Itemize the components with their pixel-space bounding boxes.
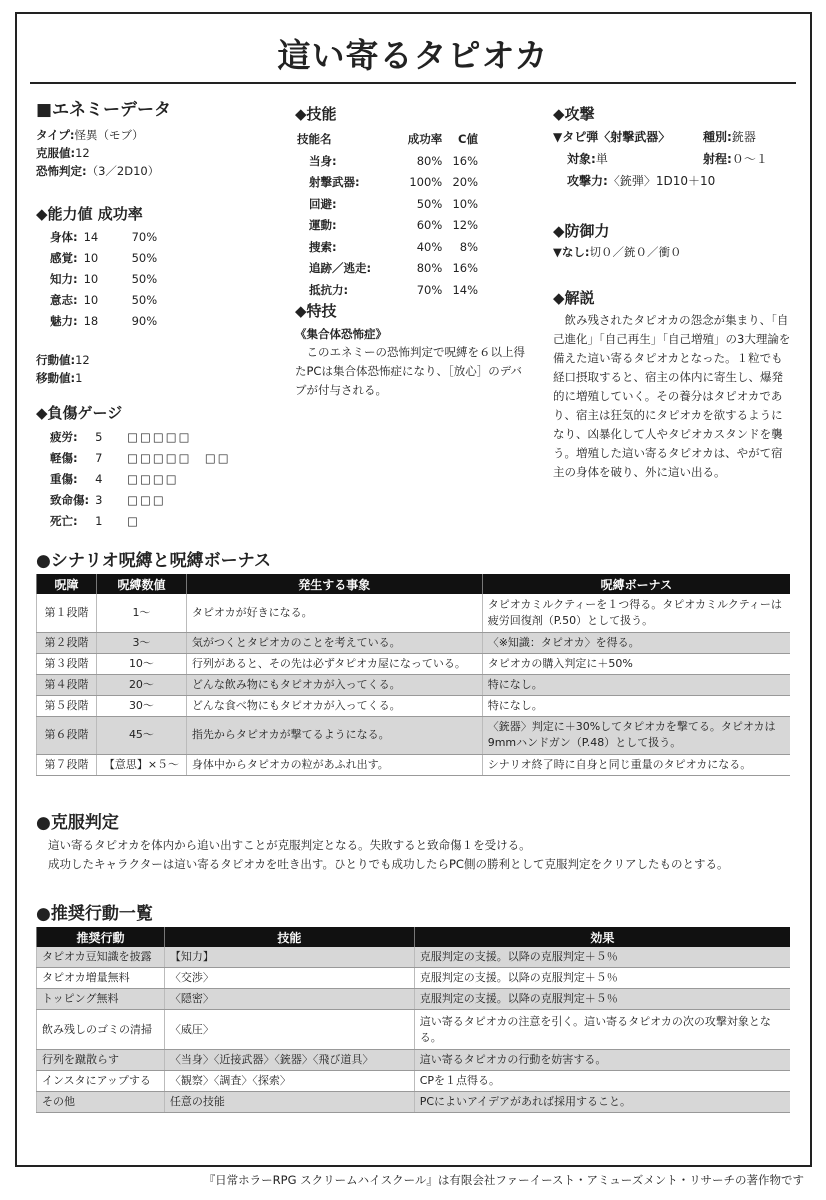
action-row: その他 任意の技能 PCによいアイデアがあれば採用すること。 <box>37 1092 791 1113</box>
damage-row: 致命傷: 3 □□□ <box>50 493 166 507</box>
curse-row: 第２段階 3～ 気がつくとタピオカのことを考えている。 〈※知識：タピオカ〉を得る。 <box>37 632 791 653</box>
title-divider <box>30 82 796 84</box>
curse-row: 第７段階 【意思】×５～ 身体中からタピオカの粒があふれ出す。 シナリオ終了時に自身と同じ重量のタピオカになる。 <box>37 754 791 775</box>
type-label: タイプ: <box>36 128 75 142</box>
actions-header-row: 推奨行動 技能 効果 <box>37 927 791 947</box>
damage-row: 死亡: 1 □ <box>50 514 140 528</box>
attack-block <box>553 103 793 198</box>
enemy-heading: ■エネミーデータ <box>36 100 172 120</box>
ability-row: 知力: 10 50% <box>50 272 158 286</box>
ability-row: 魅力: 18 90% <box>50 314 158 328</box>
copyright-footer: 『日常ホラーRPG スクリームハイスクール』は有限会社ファーイースト・アミューズメント・リサーチの著作物です <box>203 1173 804 1187</box>
damage-row: 重傷: 4 □□□□ <box>50 472 179 486</box>
action-label: 行動値: <box>36 353 76 367</box>
curse-row: 第３段階 10～ 行列があると、その先は必ずタピオカ屋になっている。 タピオカの購入判定に＋50% <box>37 653 791 674</box>
skills-heading: ◆技能 <box>295 105 337 123</box>
curse-table <box>36 574 790 776</box>
enemy-data-block <box>36 95 276 180</box>
kind-value: 銃器 <box>731 130 756 144</box>
fear-value: （3／2D10） <box>86 164 160 178</box>
target-value: 単 <box>595 152 608 166</box>
action-row: タピオカ豆知識を披露 【知力】 克服判定の支援。以降の克服判定＋５％ <box>37 947 791 968</box>
explain-block <box>553 287 793 482</box>
overcome-value: 12 <box>75 146 90 160</box>
ability-row: 感覚: 10 50% <box>50 251 158 265</box>
special-heading: ◆特技 <box>295 302 337 320</box>
skill-row: 捜索: 40% 8% <box>309 239 478 254</box>
skill-row: 抵抗力: 70% 14% <box>309 282 478 297</box>
defense-value: 切０／銃０／衝０ <box>589 245 682 259</box>
curse-row: 第１段階 1～ タピオカが好きになる。 タピオカミルクティーを１つ得る。タピオカミルクティーは疲労回復剤（P.50）として扱う。 <box>37 594 791 632</box>
damage-heading: ◆負傷ゲージ <box>36 404 123 422</box>
curse-heading: ●シナリオ呪縛と呪縛ボーナス <box>36 551 271 571</box>
ability-row: 意志: 10 50% <box>50 293 158 307</box>
range-value: ０～１ <box>731 152 768 166</box>
curse-row: 第４段階 20～ どんな飲み物にもタピオカが入ってくる。 特になし。 <box>37 674 791 695</box>
skill-row: 追跡／逃走: 80% 16% <box>309 261 478 275</box>
overcome-line2: 成功したキャラクターは這い寄るタピオカを吐き出す。ひとりでも成功したらPC側の勝利として克服判定をクリアしたものとする。 <box>48 857 729 871</box>
power-label: 攻撃力: <box>567 174 608 188</box>
action-row: インスタにアップする 〈観察〉〈調査〉〈探索〉 CPを１点得る。 <box>37 1071 791 1092</box>
explain-heading: ◆解説 <box>553 289 595 307</box>
move-value: 1 <box>75 371 83 385</box>
curse-row: 第６段階 45～ 指先からタピオカが撃てるようになる。 〈銃器〉判定に＋30%してタピオカを撃てる。タピオカは9mmハンドガン（P.48）として扱う。 <box>37 716 791 754</box>
power-value: 〈銃弾〉1D10＋10 <box>607 174 716 188</box>
defense-block <box>553 220 793 261</box>
curse-header-row: 呪障 呪縛数値 発生する事象 呪縛ボーナス <box>37 574 791 594</box>
action-row: 飲み残しのゴミの清掃 〈威圧〉 這い寄るタピオカの注意を引く。這い寄るタピオカの次の攻撃対象となる。 <box>37 1010 791 1050</box>
curse-row: 第５段階 30～ どんな食べ物にもタピオカが入ってくる。 特になし。 <box>37 695 791 716</box>
attack-heading: ◆攻撃 <box>553 105 595 123</box>
explain-text: 飲み残されたタピオカの怨念が集まり、「自己進化」「自己再生」「自己増殖」の3大理論を備えた這い寄るタピオカとなった。１粒でも経口摂取すると、宿主の体内に寄生し、爆発的に増殖していく。その養分はタピオカであり、宿主は狂気的にタピオカを欲するようになり、凶暴化して人やタピオカスタンドを襲う。増殖した這い寄るタピオカは、やがて宿主の身体を破り、外に這い出る。 <box>553 313 791 479</box>
abilities-block <box>36 203 276 387</box>
special-desc: このエネミーの恐怖判定で呪縛を６以上得たPCは集合体恐怖症になり、［放心］のデバブが付与される。 <box>295 345 525 397</box>
curse-table-wrap <box>36 574 790 776</box>
fear-label: 恐怖判定: <box>36 164 87 178</box>
skills-header-row: 技能名 成功率 C値 <box>297 132 478 146</box>
move-label: 移動値: <box>36 371 76 385</box>
special-skill-block <box>295 300 533 400</box>
target-label: 対象: <box>567 152 596 166</box>
action-value: 12 <box>75 353 90 367</box>
overcome-label: 克服値: <box>36 146 76 160</box>
defense-label: ▼なし: <box>553 245 590 259</box>
damage-row: 軽傷: 7 □□□□□ □□ <box>50 451 231 465</box>
abilities-heading: ◆能力値 成功率 <box>36 205 143 223</box>
action-row: トッピング無料 〈隠密〉 克服判定の支援。以降の克服判定＋５％ <box>37 989 791 1010</box>
actions-heading: ●推奨行動一覧 <box>36 904 153 924</box>
action-row: タピオカ増量無料 〈交渉〉 克服判定の支援。以降の克服判定＋５％ <box>37 968 791 989</box>
damage-gauge-block <box>36 402 276 533</box>
type-value: 怪異（モブ） <box>74 128 144 142</box>
ability-row: 身体: 14 70% <box>50 230 158 244</box>
overcome-heading: ●克服判定 <box>36 813 119 833</box>
overcome-line1: 這い寄るタピオカを体内から追い出すことが克服判定となる。失敗すると致命傷１を受ける。 <box>48 838 531 852</box>
kind-label: 種別: <box>703 130 732 144</box>
damage-row: 疲労: 5 □□□□□ <box>50 430 192 444</box>
action-row: 行列を蹴散らす 〈当身〉〈近接武器〉〈銃器〉〈飛び道具〉 這い寄るタピオカの行動を妨害する。 <box>37 1050 791 1071</box>
skills-block <box>295 103 535 302</box>
page-title: 這い寄るタピオカ <box>277 36 549 75</box>
skill-row: 運動: 60% 12% <box>309 218 478 232</box>
attack-name: ▼タピ弾〈射撃武器〉 <box>553 130 671 144</box>
skill-row: 当身: 80% 16% <box>309 153 478 168</box>
skill-row: 射撃武器: 100% 20% <box>309 175 478 189</box>
actions-table-wrap <box>36 927 790 1113</box>
special-name: 《集合体恐怖症》 <box>295 327 387 341</box>
overcome-block <box>48 836 808 874</box>
defense-heading: ◆防御力 <box>553 222 610 240</box>
skill-row: 回避: 50% 10% <box>309 196 478 211</box>
range-label: 射程: <box>703 152 732 166</box>
actions-table <box>36 927 790 1113</box>
